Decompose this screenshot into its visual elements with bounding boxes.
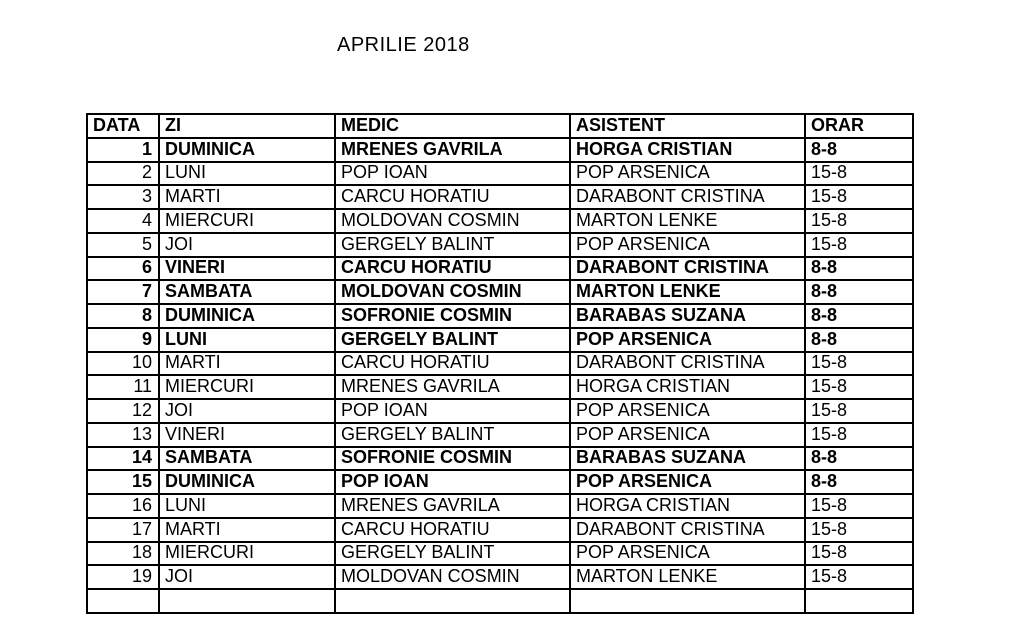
- table-row: [87, 162, 913, 186]
- cell-asistent: [570, 589, 805, 613]
- cell-zi: DUMINICA: [159, 470, 335, 494]
- table-row: [87, 470, 913, 494]
- cell-orar: 8-8: [805, 257, 913, 281]
- cell-orar: 15-8: [805, 185, 913, 209]
- table-row: [87, 138, 913, 162]
- cell-asistent: POP ARSENICA: [570, 423, 805, 447]
- cell-medic: CARCU HORATIU: [335, 185, 570, 209]
- cell-zi: MIERCURI: [159, 542, 335, 566]
- cell-asistent: POP ARSENICA: [570, 328, 805, 352]
- cell-medic: MOLDOVAN COSMIN: [335, 280, 570, 304]
- cell-data: 6: [87, 257, 159, 281]
- cell-data: 11: [87, 375, 159, 399]
- cell-data: 14: [87, 447, 159, 471]
- cell-asistent: POP ARSENICA: [570, 162, 805, 186]
- cell-medic: POP IOAN: [335, 162, 570, 186]
- cell-asistent: DARABONT CRISTINA: [570, 518, 805, 542]
- page-title: APRILIE 2018: [337, 34, 470, 56]
- cell-data: 9: [87, 328, 159, 352]
- table-row: [87, 423, 913, 447]
- schedule-table-body: [87, 138, 913, 613]
- cell-zi: MIERCURI: [159, 375, 335, 399]
- cell-medic: SOFRONIE COSMIN: [335, 447, 570, 471]
- cell-asistent: DARABONT CRISTINA: [570, 185, 805, 209]
- cell-zi: JOI: [159, 565, 335, 589]
- cell-orar: 8-8: [805, 470, 913, 494]
- column-header-asistent: ASISTENT: [570, 114, 805, 138]
- cell-medic: POP IOAN: [335, 399, 570, 423]
- cell-asistent: POP ARSENICA: [570, 542, 805, 566]
- cell-data: 12: [87, 399, 159, 423]
- cell-zi: MARTI: [159, 352, 335, 376]
- table-row: [87, 328, 913, 352]
- column-header-zi: ZI: [159, 114, 335, 138]
- cell-asistent: BARABAS SUZANA: [570, 447, 805, 471]
- table-row: [87, 304, 913, 328]
- table-row: [87, 447, 913, 471]
- cell-asistent: POP ARSENICA: [570, 233, 805, 257]
- cell-medic: [335, 589, 570, 613]
- cell-orar: 15-8: [805, 375, 913, 399]
- cell-orar: 15-8: [805, 518, 913, 542]
- cell-asistent: MARTON LENKE: [570, 209, 805, 233]
- table-row: [87, 352, 913, 376]
- cell-data: 1: [87, 138, 159, 162]
- cell-medic: POP IOAN: [335, 470, 570, 494]
- cell-zi: MIERCURI: [159, 209, 335, 233]
- cell-data: 8: [87, 304, 159, 328]
- cell-orar: 15-8: [805, 565, 913, 589]
- cell-data: 5: [87, 233, 159, 257]
- cell-medic: SOFRONIE COSMIN: [335, 304, 570, 328]
- cell-medic: MRENES GAVRILA: [335, 375, 570, 399]
- table-row: [87, 257, 913, 281]
- table-row: [87, 375, 913, 399]
- cell-medic: GERGELY BALINT: [335, 542, 570, 566]
- cell-zi: MARTI: [159, 518, 335, 542]
- table-row: [87, 399, 913, 423]
- cell-zi: SAMBATA: [159, 280, 335, 304]
- column-header-medic: MEDIC: [335, 114, 570, 138]
- table-row: [87, 185, 913, 209]
- cell-asistent: HORGA CRISTIAN: [570, 494, 805, 518]
- cell-orar: 15-8: [805, 494, 913, 518]
- cell-medic: MRENES GAVRILA: [335, 494, 570, 518]
- cell-medic: MOLDOVAN COSMIN: [335, 565, 570, 589]
- cell-data: [87, 589, 159, 613]
- cell-orar: 15-8: [805, 233, 913, 257]
- cell-medic: GERGELY BALINT: [335, 328, 570, 352]
- cell-zi: JOI: [159, 233, 335, 257]
- cell-zi: LUNI: [159, 494, 335, 518]
- cell-data: 13: [87, 423, 159, 447]
- cell-asistent: MARTON LENKE: [570, 280, 805, 304]
- cell-data: 18: [87, 542, 159, 566]
- cell-zi: JOI: [159, 399, 335, 423]
- table-row: [87, 494, 913, 518]
- cell-medic: GERGELY BALINT: [335, 233, 570, 257]
- cell-asistent: POP ARSENICA: [570, 399, 805, 423]
- cell-asistent: HORGA CRISTIAN: [570, 138, 805, 162]
- cell-zi: MARTI: [159, 185, 335, 209]
- cell-zi: DUMINICA: [159, 138, 335, 162]
- cell-medic: CARCU HORATIU: [335, 257, 570, 281]
- table-row: [87, 565, 913, 589]
- cell-medic: MOLDOVAN COSMIN: [335, 209, 570, 233]
- column-header-data: DATA: [87, 114, 159, 138]
- table-row: [87, 589, 913, 613]
- column-header-orar: ORAR: [805, 114, 913, 138]
- table-row: [87, 209, 913, 233]
- cell-medic: GERGELY BALINT: [335, 423, 570, 447]
- schedule-table: [86, 113, 914, 614]
- cell-orar: 15-8: [805, 352, 913, 376]
- cell-zi: VINERI: [159, 257, 335, 281]
- cell-orar: 8-8: [805, 447, 913, 471]
- cell-asistent: DARABONT CRISTINA: [570, 257, 805, 281]
- cell-data: 16: [87, 494, 159, 518]
- cell-orar: [805, 589, 913, 613]
- cell-data: 15: [87, 470, 159, 494]
- cell-orar: 15-8: [805, 423, 913, 447]
- table-row: [87, 542, 913, 566]
- cell-orar: 8-8: [805, 138, 913, 162]
- cell-data: 10: [87, 352, 159, 376]
- cell-orar: 15-8: [805, 399, 913, 423]
- cell-orar: 8-8: [805, 328, 913, 352]
- cell-zi: [159, 589, 335, 613]
- cell-data: 2: [87, 162, 159, 186]
- cell-zi: SAMBATA: [159, 447, 335, 471]
- cell-zi: VINERI: [159, 423, 335, 447]
- cell-medic: MRENES GAVRILA: [335, 138, 570, 162]
- table-row: [87, 280, 913, 304]
- cell-orar: 15-8: [805, 542, 913, 566]
- cell-medic: CARCU HORATIU: [335, 352, 570, 376]
- cell-orar: 15-8: [805, 162, 913, 186]
- cell-data: 4: [87, 209, 159, 233]
- cell-asistent: DARABONT CRISTINA: [570, 352, 805, 376]
- cell-asistent: HORGA CRISTIAN: [570, 375, 805, 399]
- cell-zi: LUNI: [159, 162, 335, 186]
- table-header-row: [87, 114, 913, 138]
- cell-asistent: POP ARSENICA: [570, 470, 805, 494]
- cell-zi: LUNI: [159, 328, 335, 352]
- cell-zi: DUMINICA: [159, 304, 335, 328]
- cell-data: 17: [87, 518, 159, 542]
- cell-orar: 8-8: [805, 280, 913, 304]
- cell-orar: 15-8: [805, 209, 913, 233]
- cell-orar: 8-8: [805, 304, 913, 328]
- cell-asistent: MARTON LENKE: [570, 565, 805, 589]
- cell-data: 19: [87, 565, 159, 589]
- table-row: [87, 518, 913, 542]
- table-row: [87, 233, 913, 257]
- cell-asistent: BARABAS SUZANA: [570, 304, 805, 328]
- cell-medic: CARCU HORATIU: [335, 518, 570, 542]
- cell-data: 7: [87, 280, 159, 304]
- cell-data: 3: [87, 185, 159, 209]
